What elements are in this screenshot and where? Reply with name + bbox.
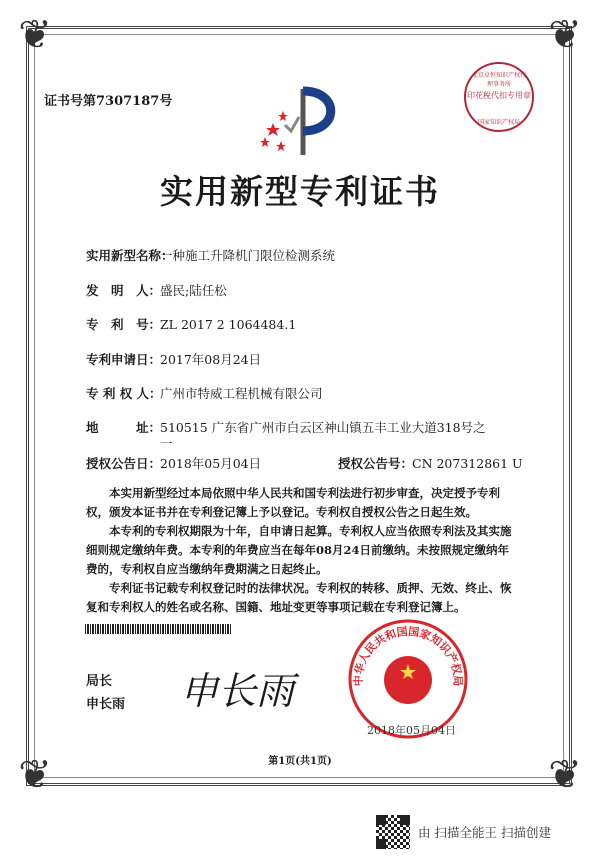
certificate-title: 实用新型专利证书 [160, 172, 440, 211]
field-patent-number: 专 利 号：ZL 2017 2 1064484.1 [86, 317, 297, 332]
field-address-continued: 一 [160, 436, 173, 451]
corner-ornament-icon: ❦ [548, 12, 582, 58]
scanner-watermark [376, 815, 551, 849]
director-title: 局长 [86, 674, 113, 689]
page-number: 第1页(共1页) [268, 756, 332, 767]
certificate-number: 证书号第7307187号 [44, 94, 173, 109]
tax-stamp: 北京卓恒知识产权代理事务所 印花税代扣专用章 国家知识产权局 [464, 62, 534, 132]
patent-office-logo [255, 85, 345, 160]
qr-code-icon [376, 815, 410, 849]
scanner-watermark-text: 由 扫描全能王 扫描创建 [418, 825, 551, 840]
field-utility-model-name: 实用新型名称：一种施工升降机门限位检测系统 [86, 248, 336, 263]
official-seal-text: 中华人民共和国国家知识产权局 [351, 625, 465, 687]
corner-ornament-icon: ❦ [548, 752, 582, 798]
barcode [85, 624, 231, 634]
director-name: 申长雨 [86, 697, 126, 712]
corner-ornament-icon: ❦ [18, 752, 52, 798]
field-inventors: 发 明 人：盛民;陆任松 [86, 283, 227, 298]
field-application-date: 专利申请日：2017年08月24日 [86, 352, 262, 367]
field-patentee: 专 利 权 人：广州市特威工程机械有限公司 [86, 386, 323, 401]
certificate-body [86, 484, 514, 617]
seal-date: 2018年05月04日 [367, 724, 456, 737]
paragraph: 专利证书记载专利权登记时的法律状况。专利权的转移、质押、无效、终止、恢复和专利权人的姓名或名称、国籍、地址变更等事项记载在专利登记簿上。 [86, 581, 512, 614]
field-grant-number: 授权公告号：CN 207312861 U [338, 456, 523, 471]
field-address: 地 址：510515 广东省广州市白云区神山镇五丰工业大道318号之 [86, 420, 486, 435]
field-grant-date: 授权公告日：2018年05月04日 [86, 456, 262, 471]
national-emblem-icon [384, 656, 432, 704]
corner-ornament-icon: ❦ [18, 12, 52, 58]
paragraph: 本实用新型经过本局依照中华人民共和国专利法进行初步审查，决定授予专利权，颁发本证书并在专利登记簿上予以登记。专利权自授权公告之日起生效。 [86, 486, 500, 519]
paragraph: 本专利的专利权期限为十年，自申请日起算。专利权人应当依照专利法及其实施细则规定缴纳年费。本专利的年费应当在每年08月24日前缴纳。未按照规定缴纳年费的，专利权自应当缴纳年费期满之日起终止。 [86, 524, 512, 576]
director-signature: 申长雨 [180, 669, 295, 713]
